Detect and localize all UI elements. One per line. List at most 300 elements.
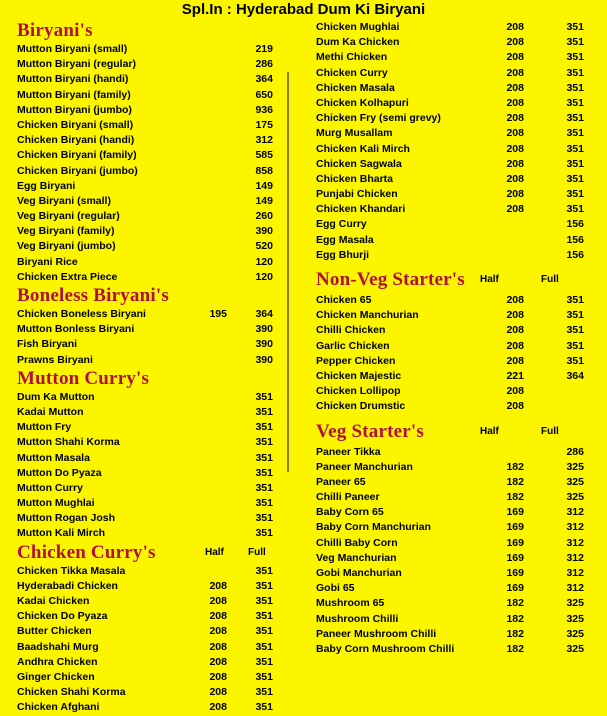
- item-full-price: 351: [255, 625, 273, 638]
- item-half-price: 208: [506, 354, 524, 367]
- menu-item-row: [316, 354, 590, 369]
- item-half-price: 208: [506, 324, 524, 337]
- menu-item-row: [17, 270, 279, 285]
- menu-item-row: [17, 194, 279, 209]
- item-full-price: 312: [566, 521, 584, 534]
- menu-item-row: [316, 445, 590, 460]
- item-name: Hyderabadi Chicken: [17, 579, 118, 592]
- item-full-price: 325: [566, 475, 584, 488]
- item-full-price: 520: [255, 240, 273, 253]
- menu-item-row: [17, 72, 279, 87]
- menu-item-row: [316, 460, 590, 475]
- menu-item-row: [17, 307, 279, 322]
- item-full-price: 312: [566, 551, 584, 564]
- half-column-label: Half: [480, 425, 499, 437]
- item-name: Egg Bhurji: [316, 248, 370, 261]
- item-full-price: 351: [255, 512, 273, 525]
- item-name: Veg Biryani (family): [17, 225, 115, 238]
- item-full-price: 364: [255, 308, 273, 320]
- item-half-price: 208: [506, 96, 524, 109]
- item-name: Chicken Bharta: [316, 172, 394, 185]
- item-name: Paneer 65: [316, 475, 366, 488]
- page-title: Spl.In : Hyderabad Dum Ki Biryani: [181, 1, 426, 18]
- item-half-price: 169: [506, 551, 524, 564]
- item-full-price: 351: [255, 466, 273, 479]
- item-full-price: 120: [255, 255, 273, 268]
- menu-item-row: [316, 187, 590, 202]
- item-half-price: 221: [506, 369, 524, 382]
- item-full-price: 325: [566, 612, 584, 625]
- item-half-price: 182: [506, 460, 524, 473]
- item-full-price: 351: [255, 701, 273, 714]
- item-name: Paneer Tikka: [316, 445, 381, 458]
- item-name: Veg Biryani (small): [17, 194, 111, 207]
- item-name: Veg Biryani (jumbo): [17, 240, 116, 253]
- menu-column-left: [17, 20, 279, 716]
- item-name: Chilli Chicken: [316, 324, 386, 337]
- item-full-price: 286: [566, 445, 584, 458]
- menu-item-row: [17, 451, 279, 466]
- item-full-price: 351: [255, 451, 273, 464]
- item-full-price: 219: [255, 43, 273, 55]
- menu-item-row: [17, 640, 279, 655]
- menu-item-row: [17, 103, 279, 118]
- menu-item-row: [17, 353, 279, 368]
- menu-item-row: [316, 50, 590, 65]
- item-half-price: 182: [506, 627, 524, 640]
- menu-item-row: [17, 405, 279, 420]
- item-name: Baby Corn Manchurian: [316, 521, 431, 534]
- menu-item-row: [316, 596, 590, 611]
- item-half-price: 208: [506, 188, 524, 201]
- item-half-price: 169: [506, 582, 524, 595]
- item-name: Chicken Kolhapuri: [316, 96, 409, 109]
- section-title: Chicken Curry's: [17, 541, 156, 563]
- item-name: Dum Ka Mutton: [17, 390, 95, 403]
- menu-item-row: [17, 435, 279, 450]
- item-name: Veg Manchurian: [316, 551, 397, 564]
- item-name: Mutton Do Pyaza: [17, 466, 102, 479]
- item-full-price: 312: [566, 536, 584, 549]
- section-title: Veg Starter's: [316, 420, 424, 442]
- item-full-price: 351: [255, 481, 273, 494]
- item-name: Chicken Afghani: [17, 701, 100, 714]
- menu-item-row: [17, 496, 279, 511]
- menu-item-row: [316, 505, 590, 520]
- menu-section: [316, 269, 590, 415]
- item-name: Chicken Biryani (small): [17, 118, 134, 131]
- menu-section: [316, 421, 590, 658]
- item-name: Chilli Paneer: [316, 491, 380, 504]
- item-name: Ginger Chicken: [17, 670, 95, 683]
- item-name: Mutton Curry: [17, 481, 83, 494]
- item-name: Garlic Chicken: [316, 339, 390, 352]
- menu-item-row: [316, 202, 590, 217]
- item-name: Chicken Manchurian: [316, 309, 419, 322]
- menu-item-row: [316, 308, 590, 323]
- item-full-price: 351: [566, 354, 584, 367]
- menu-item-row: [316, 20, 590, 35]
- item-full-price: 351: [566, 188, 584, 201]
- item-full-price: 351: [255, 655, 273, 668]
- item-name: Baby Corn 65: [316, 506, 384, 519]
- menu-item-row: [17, 624, 279, 639]
- menu-item-row: [17, 685, 279, 700]
- menu-item-row: [17, 511, 279, 526]
- item-half-price: 208: [506, 21, 524, 33]
- item-half-price: 208: [506, 203, 524, 216]
- item-full-price: 351: [255, 405, 273, 418]
- menu-item-row: [17, 164, 279, 179]
- item-half-price: 208: [506, 66, 524, 79]
- menu-item-row: [316, 323, 590, 338]
- item-half-price: 182: [506, 597, 524, 610]
- item-full-price: 312: [255, 134, 273, 147]
- menu-item-row: [17, 670, 279, 685]
- item-full-price: 351: [255, 640, 273, 653]
- item-full-price: 312: [566, 582, 584, 595]
- menu-item-row: [17, 57, 279, 72]
- item-full-price: 390: [255, 323, 273, 336]
- item-half-price: 208: [209, 670, 227, 683]
- full-column-label: Full: [541, 425, 559, 437]
- item-name: Butter Chicken: [17, 625, 92, 638]
- half-column-label: Half: [480, 274, 499, 285]
- item-half-price: 182: [506, 491, 524, 504]
- item-full-price: 351: [566, 66, 584, 79]
- menu-item-row: [17, 526, 279, 541]
- item-full-price: 351: [566, 21, 584, 33]
- menu-section: [17, 368, 279, 542]
- menu-item-row: [17, 481, 279, 496]
- item-name: Chicken Masala: [316, 81, 395, 94]
- item-full-price: 286: [255, 58, 273, 71]
- item-name: Murg Musallam: [316, 127, 393, 140]
- item-half-price: 208: [209, 595, 227, 607]
- item-full-price: 364: [255, 73, 273, 86]
- item-full-price: 312: [566, 567, 584, 579]
- menu-item-row: [17, 118, 279, 133]
- item-name: Chicken Lollipop: [316, 385, 401, 398]
- section-header: [17, 285, 279, 307]
- item-full-price: 390: [255, 338, 273, 351]
- menu-item-row: [316, 339, 590, 354]
- menu-item-row: [17, 209, 279, 224]
- menu-item-row: [17, 88, 279, 103]
- item-half-price: 208: [209, 686, 227, 699]
- item-name: Chicken Biryani (family): [17, 149, 137, 162]
- menu-item-row: [316, 566, 590, 581]
- item-name: Mutton Biryani (small): [17, 43, 128, 55]
- menu-item-row: [316, 248, 590, 263]
- item-name: Mutton Masala: [17, 451, 90, 464]
- item-full-price: 120: [255, 270, 273, 283]
- item-full-price: 351: [255, 421, 273, 434]
- menu-item-row: [316, 490, 590, 505]
- item-name: Mutton Bonless Biryani: [17, 323, 135, 336]
- item-full-price: 351: [566, 324, 584, 337]
- menu-item-row: [17, 594, 279, 609]
- item-full-price: 325: [566, 597, 584, 610]
- item-name: Baadshahi Murg: [17, 640, 99, 653]
- menu-item-row: [316, 96, 590, 111]
- item-full-price: 149: [255, 194, 273, 207]
- item-name: Mutton Fry: [17, 421, 72, 434]
- item-half-price: 208: [506, 81, 524, 94]
- item-half-price: 208: [506, 400, 524, 413]
- item-half-price: 208: [209, 625, 227, 638]
- item-half-price: 208: [506, 385, 524, 398]
- item-name: Chicken Kali Mirch: [316, 142, 410, 155]
- item-full-price: 351: [255, 670, 273, 683]
- item-name: Prawns Biryani: [17, 353, 93, 366]
- item-full-price: 351: [255, 564, 273, 577]
- menu-item-row: [316, 551, 590, 566]
- item-full-price: 364: [566, 369, 584, 382]
- menu-item-row: [17, 655, 279, 670]
- menu-section: [316, 20, 590, 263]
- menu-item-row: [17, 255, 279, 270]
- item-name: Chicken Do Pyaza: [17, 610, 108, 623]
- menu-item-row: [316, 627, 590, 642]
- item-name: Paneer Mushroom Chilli: [316, 627, 437, 640]
- item-half-price: 208: [209, 655, 227, 668]
- item-name: Mutton Rogan Josh: [17, 512, 115, 525]
- item-name: Biryani Rice: [17, 255, 78, 268]
- section-header: [17, 542, 279, 564]
- item-full-price: 390: [255, 225, 273, 238]
- menu-item-row: [316, 520, 590, 535]
- item-half-price: 208: [506, 294, 524, 306]
- item-name: Chicken Biryani (jumbo): [17, 164, 138, 177]
- section-title: Biryani's: [17, 20, 93, 41]
- menu-item-row: [316, 293, 590, 308]
- item-full-price: 351: [255, 497, 273, 510]
- menu-section: [17, 285, 279, 368]
- item-name: Kadai Chicken: [17, 595, 90, 607]
- menu-item-row: [316, 81, 590, 96]
- menu-item-row: [17, 579, 279, 594]
- item-full-price: 325: [566, 491, 584, 504]
- item-half-price: 208: [209, 610, 227, 623]
- item-full-price: 312: [566, 506, 584, 519]
- menu-item-row: [17, 133, 279, 148]
- item-half-price: 208: [209, 701, 227, 714]
- item-name: Chicken Sagwala: [316, 157, 402, 170]
- item-name: Chicken Drumstic: [316, 400, 406, 413]
- item-name: Gobi Manchurian: [316, 567, 402, 579]
- item-name: Fish Biryani: [17, 338, 78, 351]
- item-name: Mutton Shahi Korma: [17, 436, 120, 449]
- item-full-price: 351: [566, 81, 584, 94]
- item-full-price: 858: [255, 164, 273, 177]
- item-half-price: 208: [506, 309, 524, 322]
- item-name: Kadai Mutton: [17, 405, 84, 418]
- menu-item-row: [17, 224, 279, 239]
- item-full-price: 936: [255, 103, 273, 116]
- menu-item-row: [17, 148, 279, 163]
- item-name: Mushroom 65: [316, 597, 385, 610]
- item-name: Chicken Extra Piece: [17, 270, 118, 283]
- item-name: Methi Chicken: [316, 51, 388, 64]
- item-half-price: 208: [506, 142, 524, 155]
- item-half-price: 208: [506, 51, 524, 64]
- menu-item-row: [316, 384, 590, 399]
- item-full-price: 156: [566, 218, 584, 231]
- item-name: Egg Curry: [316, 218, 367, 231]
- item-full-price: 325: [566, 460, 584, 473]
- item-full-price: 260: [255, 210, 273, 223]
- item-name: Pepper Chicken: [316, 354, 396, 367]
- section-header: [17, 368, 279, 390]
- menu-item-row: [316, 172, 590, 187]
- item-full-price: 351: [566, 127, 584, 140]
- section-header: [316, 269, 590, 293]
- item-full-price: 351: [566, 294, 584, 306]
- menu-item-row: [17, 700, 279, 715]
- item-name: Chicken Majestic: [316, 369, 402, 382]
- column-divider: [287, 72, 289, 472]
- menu-item-row: [316, 35, 590, 50]
- item-half-price: 208: [506, 127, 524, 140]
- half-column-label: Half: [205, 546, 224, 558]
- menu-item-row: [316, 111, 590, 126]
- item-full-price: 650: [255, 88, 273, 101]
- item-name: Dum Ka Chicken: [316, 36, 400, 49]
- item-half-price: 208: [506, 339, 524, 352]
- full-column-label: Full: [248, 546, 266, 558]
- menu-item-row: [316, 157, 590, 172]
- item-half-price: 169: [506, 506, 524, 519]
- item-half-price: 182: [506, 642, 524, 655]
- menu-item-row: [316, 66, 590, 81]
- menu-item-row: [17, 179, 279, 194]
- item-name: Chicken Boneless Biryani: [17, 308, 146, 320]
- item-full-price: 351: [566, 112, 584, 125]
- item-name: Mutton Mughlai: [17, 497, 95, 510]
- item-name: Mushroom Chilli: [316, 612, 399, 625]
- item-full-price: 351: [566, 339, 584, 352]
- item-name: Chicken Shahi Korma: [17, 686, 126, 699]
- menu-item-row: [316, 126, 590, 141]
- item-name: Mutton Kali Mirch: [17, 527, 106, 540]
- menu-item-row: [316, 581, 590, 596]
- item-half-price: 208: [506, 157, 524, 170]
- item-full-price: 351: [566, 142, 584, 155]
- item-name: Punjabi Chicken: [316, 188, 398, 201]
- menu-item-row: [17, 420, 279, 435]
- menu-item-row: [316, 369, 590, 384]
- item-half-price: 208: [506, 172, 524, 185]
- menu-item-row: [316, 536, 590, 551]
- menu-section: [17, 542, 279, 716]
- item-half-price: 182: [506, 475, 524, 488]
- item-name: Egg Biryani: [17, 179, 76, 192]
- menu-item-row: [17, 609, 279, 624]
- item-name: Mutton Biryani (handi): [17, 73, 129, 86]
- item-full-price: 351: [255, 610, 273, 623]
- item-full-price: 351: [566, 96, 584, 109]
- item-full-price: 325: [566, 627, 584, 640]
- section-title: Mutton Curry's: [17, 367, 150, 389]
- item-full-price: 325: [566, 642, 584, 655]
- menu-section: [17, 20, 279, 285]
- menu-item-row: [316, 612, 590, 627]
- menu-item-row: [316, 642, 590, 657]
- item-full-price: 390: [255, 353, 273, 366]
- item-full-price: 351: [566, 203, 584, 216]
- item-name: Paneer Manchurian: [316, 460, 413, 473]
- item-name: Andhra Chicken: [17, 655, 98, 668]
- item-name: Egg Masala: [316, 233, 374, 246]
- item-full-price: 156: [566, 248, 584, 261]
- item-full-price: 351: [566, 157, 584, 170]
- menu-item-row: [316, 475, 590, 490]
- full-column-label: Full: [541, 274, 559, 285]
- item-full-price: 351: [255, 390, 273, 403]
- item-full-price: 351: [566, 309, 584, 322]
- item-name: Mutton Biryani (regular): [17, 58, 137, 71]
- item-name: Baby Corn Mushroom Chilli: [316, 642, 455, 655]
- item-half-price: 208: [506, 112, 524, 125]
- menu-item-row: [316, 142, 590, 157]
- section-title: Boneless Biryani's: [17, 285, 169, 306]
- menu-item-row: [17, 337, 279, 352]
- section-header: [316, 421, 590, 445]
- item-full-price: 351: [255, 595, 273, 607]
- item-name: Chicken Fry (semi grevy): [316, 112, 441, 125]
- item-full-price: 156: [566, 233, 584, 246]
- menu-item-row: [17, 42, 279, 57]
- item-full-price: 351: [255, 579, 273, 592]
- item-half-price: 169: [506, 567, 524, 579]
- menu-column-right: [316, 20, 590, 657]
- item-half-price: 208: [506, 36, 524, 49]
- menu-item-row: [316, 399, 590, 414]
- item-half-price: 195: [209, 308, 227, 320]
- item-name: Chicken Khandari: [316, 203, 406, 216]
- item-name: Chicken Tikka Masala: [17, 564, 126, 577]
- menu-item-row: [316, 217, 590, 232]
- item-half-price: 182: [506, 612, 524, 625]
- item-half-price: 169: [506, 536, 524, 549]
- menu-item-row: [316, 233, 590, 248]
- item-half-price: 208: [209, 640, 227, 653]
- item-name: Veg Biryani (regular): [17, 210, 120, 223]
- item-full-price: 351: [255, 686, 273, 699]
- item-full-price: 585: [255, 149, 273, 162]
- section-header: [17, 20, 279, 42]
- section-title: Non-Veg Starter's: [316, 269, 465, 290]
- item-full-price: 149: [255, 179, 273, 192]
- item-name: Chicken 65: [316, 294, 372, 306]
- item-name: Chicken Biryani (handi): [17, 134, 135, 147]
- item-full-price: 351: [255, 436, 273, 449]
- item-name: Mutton Biryani (jumbo): [17, 103, 132, 116]
- menu-item-row: [17, 322, 279, 337]
- menu-item-row: [17, 466, 279, 481]
- item-name: Chilli Baby Corn: [316, 536, 398, 549]
- item-full-price: 351: [566, 51, 584, 64]
- menu-item-row: [17, 564, 279, 579]
- item-full-price: 351: [255, 527, 273, 540]
- item-name: Mutton Biryani (family): [17, 88, 131, 101]
- item-name: Chicken Curry: [316, 66, 388, 79]
- menu-item-row: [17, 239, 279, 254]
- item-full-price: 351: [566, 172, 584, 185]
- menu-item-row: [17, 390, 279, 405]
- item-full-price: 175: [255, 118, 273, 131]
